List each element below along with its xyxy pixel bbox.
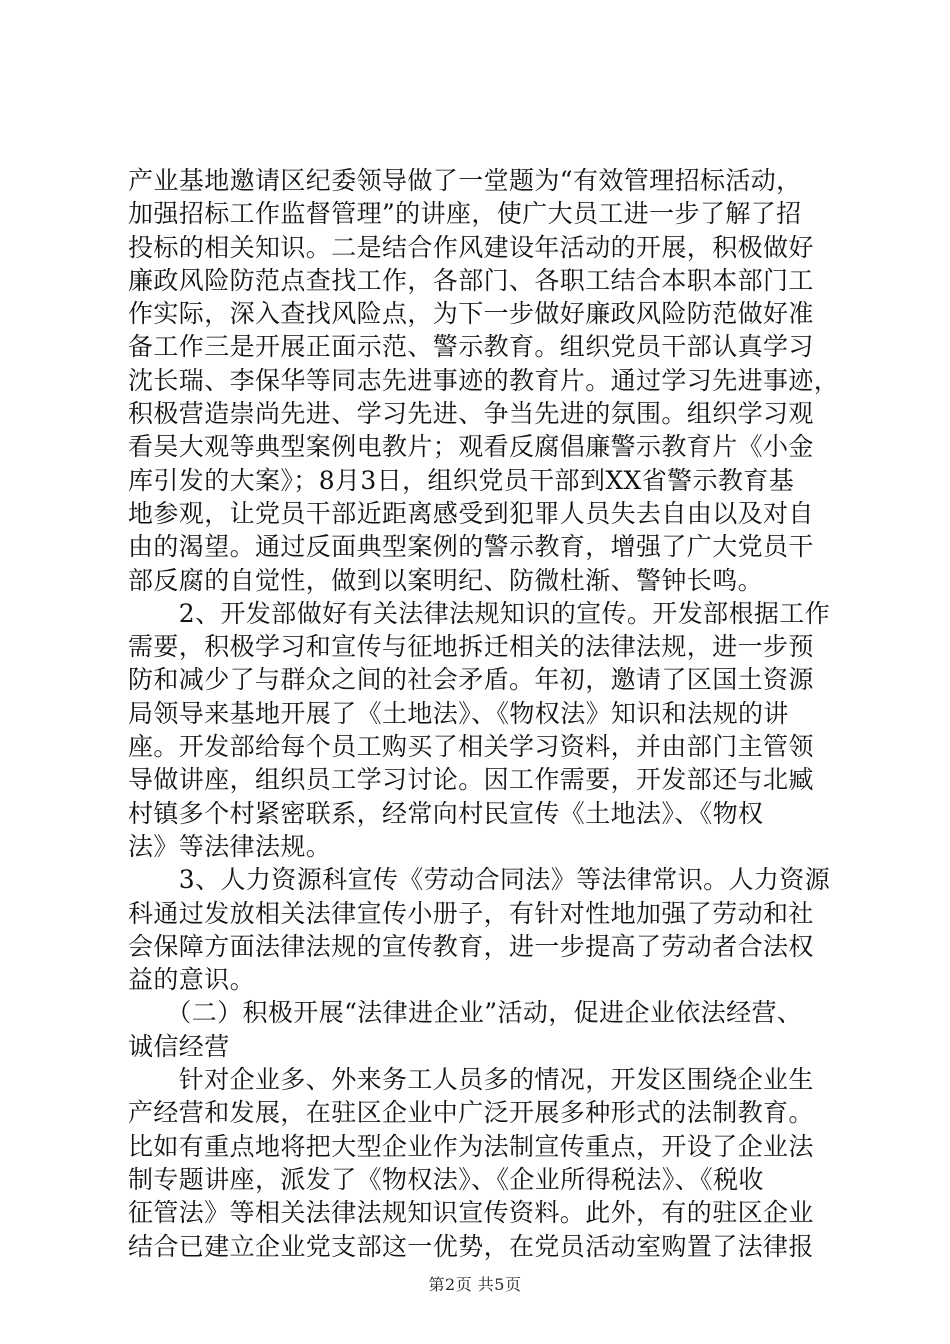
page-number-footer: 第2页 共5页 bbox=[428, 1275, 522, 1294]
text-line: 部反腐的自觉性，做到以案明纪、防微杜渐、警钟长鸣。 bbox=[128, 565, 764, 595]
text-line: 法》等法律法规。 bbox=[128, 831, 332, 861]
text-line: 征管法》等相关法律法规知识宣传资料。此外，有的驻区企业 bbox=[128, 1198, 814, 1228]
text-line: 地参观，让党员干部近距离感受到犯罪人员失去自由以及对自 bbox=[128, 498, 814, 528]
text-line: 比如有重点地将把大型企业作为法制宣传重点，开设了企业法 bbox=[128, 1131, 814, 1161]
text-line: 投标的相关知识。二是结合作风建设年活动的开展，积极做好 bbox=[128, 232, 814, 262]
text-line: 看吴大观等典型案例电教片；观看反腐倡廉警示教育片《小金 bbox=[128, 432, 814, 462]
text-line: 结合已建立企业党支部这一优势，在党员活动室购置了法律报 bbox=[128, 1231, 814, 1261]
text-line: 加强招标工作监督管理”的讲座，使广大员工进一步了解了招 bbox=[128, 199, 802, 229]
document-body bbox=[128, 164, 840, 1263]
text-line: 沈长瑞、李保华等同志先进事迹的教育片。通过学习先进事迹， bbox=[128, 365, 840, 395]
text-line: 积极营造崇尚先进、学习先进、争当先进的氛围。组织学习观 bbox=[128, 399, 814, 429]
text-line: 作实际，深入查找风险点，为下一步做好廉政风险防范做好准 bbox=[128, 299, 814, 329]
text-line: 会保障方面法律法规的宣传教育，进一步提高了劳动者合法权 bbox=[128, 931, 814, 961]
text-line: 产经营和发展，在驻区企业中广泛开展多种形式的法制教育。 bbox=[128, 1098, 814, 1128]
text-line: 库引发的大案》；8月3日，组织党员干部到XX省警示教育基 bbox=[128, 465, 795, 495]
text-line: 益的意识。 bbox=[128, 965, 256, 995]
text-line: 备工作三是开展正面示范、警示教育。组织党员干部认真学习 bbox=[128, 332, 814, 362]
text-line: 需要，积极学习和宣传与征地拆迁相关的法律法规，进一步预 bbox=[128, 632, 814, 662]
paragraph-start-line: 针对企业多、外来务工人员多的情况，开发区围绕企业生 bbox=[128, 1065, 814, 1095]
text-line: 局领导来基地开展了《土地法》、《物权法》知识和法规的讲 bbox=[128, 698, 789, 728]
section-heading-line: 诚信经营 bbox=[128, 1031, 230, 1061]
paragraph-start-line: 2、开发部做好有关法律法规知识的宣传。开发部根据工作 bbox=[128, 598, 831, 628]
text-line: 村镇多个村紧密联系，经常向村民宣传《土地法》、《物权 bbox=[128, 798, 764, 828]
text-line: 座。开发部给每个员工购买了相关学习资料，并由部门主管领 bbox=[128, 732, 814, 762]
text-line: 产业基地邀请区纪委领导做了一堂题为“有效管理招标活动， bbox=[128, 166, 802, 195]
paragraph-start-line: 3、人力资源科宣传《劳动合同法》等法律常识。人力资源 bbox=[128, 865, 831, 895]
text-line: 防和减少了与群众之间的社会矛盾。年初，邀请了区国土资源 bbox=[128, 665, 814, 695]
text-line: 廉政风险防范点查找工作，各部门、各职工结合本职本部门工 bbox=[128, 265, 814, 295]
text-line: 制专题讲座，派发了《物权法》、《企业所得税法》、《税收 bbox=[128, 1164, 764, 1194]
text-line: 科通过发放相关法律宣传小册子，有针对性地加强了劳动和社 bbox=[128, 898, 814, 928]
text-line: 导做讲座，组织员工学习讨论。因工作需要，开发部还与北臧 bbox=[128, 765, 814, 795]
text-line: 由的渴望。通过反面典型案例的警示教育，增强了广大党员干 bbox=[128, 532, 814, 562]
section-heading-line: （二）积极开展“法律进企业”活动，促进企业依法经营、 bbox=[128, 998, 803, 1028]
